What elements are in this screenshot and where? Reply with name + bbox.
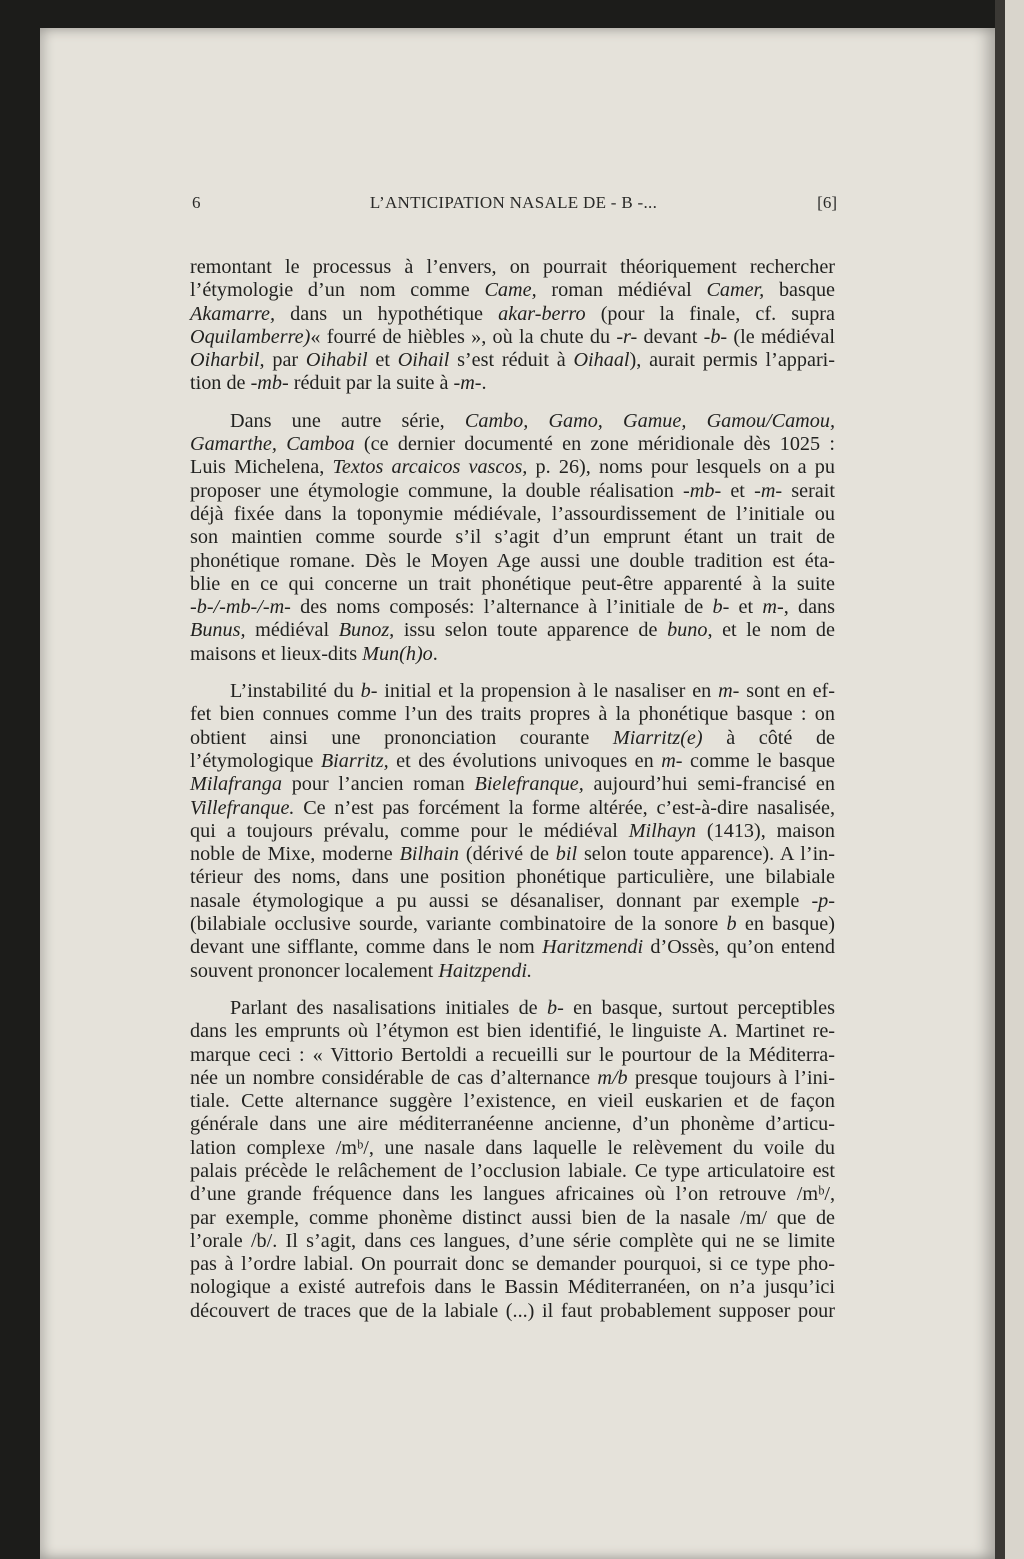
italic-term: b- xyxy=(712,596,730,619)
paragraph xyxy=(190,256,835,396)
text-line: déjà fixée dans la toponymie médiévale, l’assourdissement de l’initiale ou xyxy=(190,502,835,525)
text-line: marque ceci : « Vittorio Bertoldi a recueilli sur le pourtour de la Méditerra- xyxy=(190,1043,835,1066)
italic-term: Mun(h)o xyxy=(362,642,433,665)
text-line: Milafranga pour l’ancien roman Bielefranque, aujourd’hui semi-francisé en xyxy=(190,773,835,796)
text-line: blie en ce qui concerne un trait phonétique peut-être apparenté à la suite xyxy=(190,572,835,595)
text-line: lation complexe /mᵇ/, une nasale dans laquelle le relèvement du voile du xyxy=(190,1136,835,1159)
text-line: née un nombre considérable de cas d’alternance m/b presque toujours à l’ini- xyxy=(190,1066,835,1089)
italic-term: m- xyxy=(762,596,784,619)
italic-term: b xyxy=(726,913,737,936)
scan-border-top xyxy=(0,0,1005,28)
italic-term: Textos arcaicos vascos, xyxy=(332,456,528,479)
italic-term: -p- xyxy=(811,889,835,912)
italic-term: Haritzmendi xyxy=(542,936,644,959)
text-line: tion de -mb- réduit par la suite à -m-. xyxy=(190,372,487,395)
italic-term: Oihaal xyxy=(573,349,630,372)
text-line: Villefranque. Ce n’est pas forcément la forme altérée, c’est-à-dire nasalisée, xyxy=(190,796,835,819)
text-line: générale dans une aire méditerranéenne ancienne, d’un phonème d’articu- xyxy=(190,1113,835,1136)
italic-term: Came, xyxy=(484,279,537,302)
paragraph xyxy=(190,997,835,1323)
text-line: Parlant des nasalisations initiales de b- en basque, surtout perceptibles xyxy=(230,996,836,1019)
italic-term: Milafranga xyxy=(190,773,282,796)
italic-term: Biarritz, xyxy=(320,749,389,772)
running-header xyxy=(190,193,837,219)
body-text xyxy=(190,256,835,1337)
text-line: dans les emprunts où l’étymon est bien identifié, le linguiste A. Martinet re- xyxy=(190,1020,835,1043)
text-line: qui a toujours prévalu, comme pour le médiéval Milhayn (1413), maison xyxy=(190,819,835,842)
text-line: -b-/-mb-/-m- des noms composés: l’alternance à l’initiale de b- et m-, dans xyxy=(190,596,835,619)
text-line: Dans une autre série, Cambo, Gamo, Gamue, Gamou/Camou, xyxy=(230,409,835,432)
italic-term: Oihail xyxy=(397,349,450,372)
italic-term: akar-berro xyxy=(498,302,586,325)
italic-term: buno xyxy=(667,619,708,642)
text-line: Oiharbil, par Oihabil et Oihail s’est réduit à Oihaal), aurait permis l’appari- xyxy=(190,349,835,372)
italic-term: Bilhain xyxy=(399,843,460,866)
paragraph xyxy=(190,680,835,983)
italic-term: Villefranque. xyxy=(190,796,295,819)
text-line: souvent prononcer localement Haitzpendi. xyxy=(190,959,532,982)
text-line: Akamarre, dans un hypothétique akar-berro (pour la finale, cf. supra xyxy=(190,302,835,325)
page-number: 6 xyxy=(192,193,201,212)
italic-term: Haitzpendi. xyxy=(438,959,532,982)
italic-term: -b-/-mb-/-m- xyxy=(190,596,291,619)
text-line: obtient ainsi une prononciation courante Miarritz(e) à côté de xyxy=(190,726,835,749)
italic-term: Bunus, xyxy=(190,619,246,642)
italic-term: Gamarthe, Camboa xyxy=(190,433,355,456)
italic-term: Milhayn xyxy=(628,819,696,842)
bracketed-page-number: [6] xyxy=(817,193,837,212)
text-line: nasale étymologique a pu aussi se désanaliser, donnant par exemple -p- xyxy=(190,889,835,912)
italic-term: Oiharbil, xyxy=(190,349,265,372)
text-line: pas à l’ordre labial. On pourrait donc se demander pourquoi, si ce type pho- xyxy=(190,1253,835,1276)
italic-term: Oquilamberre) xyxy=(190,325,311,348)
text-line: Oquilamberre)« fourré de hièbles », où la chute du -r- devant -b- (le médiéval xyxy=(190,325,835,348)
book-gutter xyxy=(995,0,1005,1559)
text-line: l’étymologie d’un nom comme Came, roman médiéval Camer, basque xyxy=(190,279,836,302)
italic-term: -r- xyxy=(616,325,638,348)
italic-term: bil xyxy=(555,843,578,866)
text-line: (bilabiale occlusive sourde, variante combinatoire de la sonore b en basque) xyxy=(190,913,835,936)
italic-term: Bielefranque, xyxy=(474,773,584,796)
text-line: nologique a existé autrefois dans le Bassin Méditerranéen, on n’a jusqu’ici xyxy=(190,1276,835,1299)
italic-term: Cambo, Gamo, Gamue, Gamou/Camou, xyxy=(464,409,835,432)
text-line: proposer une étymologie commune, la double réalisation -mb- et -m- serait xyxy=(190,479,836,502)
text-line: par exemple, comme phonème distinct aussi bien de la nasale /m/ que de xyxy=(190,1206,835,1229)
text-line: son maintien comme sourde s’il s’agit d’un emprunt étant un trait de xyxy=(190,526,835,549)
text-line: remontant le processus à l’envers, on pourrait théoriquement rechercher xyxy=(190,256,835,278)
italic-term: m- xyxy=(661,749,683,772)
italic-term: -m- xyxy=(754,479,783,502)
italic-term: Miarritz(e) xyxy=(612,726,703,749)
italic-term: -b- xyxy=(703,325,728,348)
text-line: l’étymologique Biarritz, et des évolutions univoques en m- comme le basque xyxy=(190,749,836,772)
italic-term: Camer, xyxy=(706,279,765,302)
text-line: palais précède le relâchement de l’occlusion labiale. Ce type articulatoire est xyxy=(190,1159,835,1182)
text-line: Gamarthe, Camboa (ce dernier documenté en zone méridionale dès 1025 : xyxy=(190,433,835,456)
italic-term: Bunoz, xyxy=(338,619,395,642)
text-line: l’orale /b/. Il s’agit, dans ces langues, d’une série complète qui ne se limite xyxy=(190,1229,835,1252)
italic-term: Akamarre, xyxy=(190,302,276,325)
italic-term: -mb- xyxy=(683,479,722,502)
italic-term: -m- xyxy=(453,372,482,395)
text-line: noble de Mixe, moderne Bilhain (dérivé de bil selon toute apparence). A l’in- xyxy=(190,843,835,866)
text-line: devant une sifflante, comme dans le nom Haritzmendi d’Ossès, qu’on entend xyxy=(190,936,835,959)
italic-term: m/b xyxy=(597,1066,628,1089)
text-line: térieur des noms, dans une position phonétique particulière, une bilabiale xyxy=(190,866,835,889)
text-line: Luis Michelena, Textos arcaicos vascos, p. 26), noms pour lesquels on a pu xyxy=(190,456,835,479)
text-line: phonétique romane. Dès le Moyen Age aussi une double tradition est éta- xyxy=(190,549,835,572)
text-line: tiale. Cette alternance suggère l’existence, en vieil euskarien et de façon xyxy=(190,1090,835,1113)
italic-term: Oihabil xyxy=(305,349,368,372)
text-line: Bunus, médiéval Bunoz, issu selon toute apparence de buno, et le nom de xyxy=(190,619,835,642)
running-title: L’ANTICIPATION NASALE DE - B -... xyxy=(369,193,658,212)
facing-page-edge xyxy=(1005,0,1024,1559)
paragraph xyxy=(190,410,835,666)
italic-term: b- xyxy=(547,996,564,1019)
italic-term: m- xyxy=(718,680,740,703)
italic-term: -mb- xyxy=(250,372,289,395)
text-line: fet bien connues comme l’un des traits propres à la phonétique basque : on xyxy=(190,703,835,726)
italic-term: b- xyxy=(360,680,378,703)
text-line: maisons et lieux-dits Mun(h)o. xyxy=(190,642,438,665)
text-line: d’une grande fréquence dans les langues africaines où l’on retrouve /mᵇ/, xyxy=(190,1183,835,1206)
text-line: découvert de traces que de la labiale (...) il faut probablement supposer pour xyxy=(190,1299,835,1322)
text-line: L’instabilité du b- initial et la propension à le nasaliser en m- sont en ef- xyxy=(230,680,835,703)
